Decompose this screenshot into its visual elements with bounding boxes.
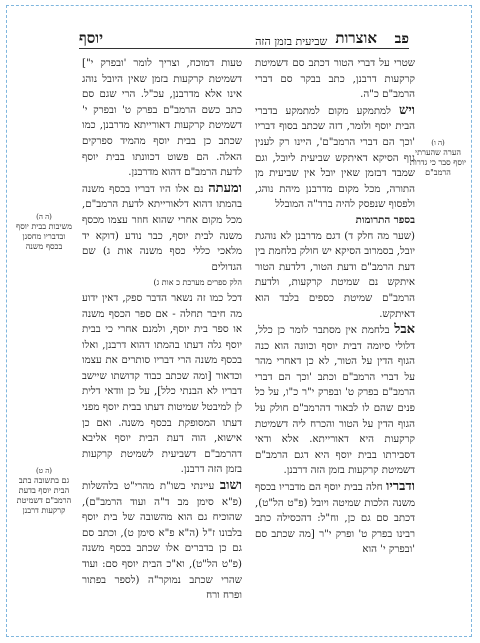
margin-note-number: (ה ה) <box>36 213 52 221</box>
paragraph-text: עיינתי בשו"ת מהרי"ט בלהשלות (פ"א סימן מב ד"ה ועוד הרמב"ם), שהוכיח גם הוא מהשובה של בית יוסף בלבונו ז"ל (ה"א פ"א סימן ט), וכתב סם גם כן בדברים אלו שכתב בכסף משנה (פ"ט הל"ט), וא"כ הבית יוסף סם: ועוד שהרי שכתב נמוקר"ה (לספר בפתור ופרח ורח <box>82 481 242 602</box>
paragraph-text: נם אלו היו דבריו בכסף משנה בהמתו דהוא דלאורייתא לדעת הרמב"ם, מכל מקום אחרי שהוא חוזר עצמו מכסף משנה לבית יוסף, כבר נודע (דוקא יד מלאכי כללי כסף משנה אות ג) שם הגדולים <box>82 183 242 273</box>
paragraph-text: שטרי על דברי הטור דכתב סם דשמיטת קרקעות דרבנן, כתב בבקר סם דברי הרמב"ם כ"ה. <box>255 58 415 101</box>
left-column <box>82 56 242 604</box>
paragraph-text: הלק ספרים מערכת כ אות ג) <box>153 278 242 288</box>
paragraph <box>255 479 415 558</box>
paragraph-text: טעות דמוכח, וצריך לומר 'ובפרק י"] דשמיטת קרקעות בזמן שאין היובל נוהג אינו אלא מדרבנן, עכ"ל. הרי שגם סם כתב כשם הרמב"ם בפרק ט' ובפרק י' דשמיטת קרקעות דאורייתא מדרבנן, כמו שכתב כן בבית יוסף מהמיד ספרקים האלה. הם פשוט דכוונתו בבית יוסף לדעת הרמב"ם דהוא מדרבנן. <box>82 58 242 179</box>
right-column <box>255 56 415 558</box>
page-header <box>79 26 409 49</box>
paragraph <box>255 322 415 479</box>
paragraph-text: בספר התרומות <box>355 213 415 226</box>
paragraph <box>82 275 242 291</box>
paragraph <box>255 56 415 103</box>
margin-note-1 <box>409 138 467 178</box>
margin-note-2 <box>15 212 73 252</box>
paragraph-text: בלחמת אין מסתבר לומר כן כלל, דלולי סיומה דבית יוסף וכוונה הוא כנה הגוף הדין על הטור, לא כן דאחרי מהר על דברי הרמב"ם וכתב 'וכך הם דברי הרמב"ם בפרק ט' ובפרק י"ר כ"ו, על כל פנים שהם לו לבאור דהרמב"ם חולק על הגוף הדין על הטור והכרח ליה דשמיטת קרקעות היא דאורייתא. אלא ודאי דסבירתו בבית יוסף היא דגם הרמב"ם דשמיטת קרקעות בזמן הזה דרבנן. <box>255 325 415 477</box>
paragraph <box>255 229 415 323</box>
paragraph-text: דכל כמו זה נשאר הדבר ספק, דאין ידוע מה חיבר תחלה - אם ספר הכסף משנה או ספר בית יוסף, ולמנם אחרי כי בבית יוסף גלה דעתו בהמתו דהוא דרבנן, ואלו בכסף משנה הרי דבריו סותרים את עצמו וכדאור [ומה שכתב כבוד קדושתו שיישב דבריו לא הבנתי כלל], על כן וודאי דלית לן למיבטל שמיטות דעתו בבית יוסף מפני דעתו המסופקת בכסף משנה. ואם כן אישוא, הוה דעת הבית יוסף אליבא דהרמב"ם דשביעית לשמיטת קרקעות בזמן הזה דרבנן. <box>82 292 242 476</box>
margin-note-text: משיבות בבית יוסף ובדבריו מחסנן בכסף משנה <box>16 222 72 251</box>
paragraph-lead-word: אבל <box>394 322 415 338</box>
paragraph <box>82 478 242 604</box>
page-frame <box>6 5 472 637</box>
paragraph-lead-word: ודבריו <box>386 479 415 495</box>
margin-note-text: גם בתשובה בתב הבית יוסף בדעת הרמב"ם דשמיטת קרקעות דרבנן <box>16 476 72 515</box>
margin-note-3 <box>15 466 73 516</box>
running-title-right: יוסף <box>79 29 104 47</box>
paragraph-lead-word: ויש <box>399 102 415 118</box>
paragraph <box>82 181 242 276</box>
paragraph <box>82 56 242 181</box>
running-subtitle: שביעית בזמן הזה <box>255 35 328 48</box>
paragraph-lead-word: ושוב <box>219 478 242 494</box>
paragraph-text: (שער מה חלק ד) דגם מדרבנן לא נוהגת יובל, בסמרוב הסיקא יש חולק בלחמת בין דעת הרמב"ם ודעת הטור, דלדעת הטור איתקש נם שמיטת קרקעות, ולדעת הרמב"ם שמיטת כספים בלבד הוא דאיתקש. <box>255 230 415 320</box>
running-title: אוצרות <box>335 29 377 47</box>
margin-note-text: הערה שהערתי יוסף סבר כי גדרות הרמב"ם <box>409 148 467 177</box>
margin-note-number: (ה ט) <box>36 467 52 475</box>
paragraph-text: למתמקע מקום למתמקע בדברי הבית יוסף ולומר, דזה שכתב בסוף דבריו 'וכך הם דברי הרמב"ם', היינו רק לענין גוף הסיקא דאיתקש שביעית ליובל, וגם שמבד דבזמן שאין יובל אין שביעית מן התורה, מכל מקום מדרבנן מיהת נוהג, ולפסוף שנפסק להיה ברד"ה המובלל <box>255 105 415 211</box>
page-label: פב <box>394 31 409 47</box>
paragraph <box>255 213 415 229</box>
paragraph <box>82 291 242 478</box>
margin-note-number: (ה ו) <box>431 139 445 147</box>
paragraph-text: חלה בבית יוסף הם מדבריו בכסף משנה הלכות שמיטה ויובל (פ"ט הל"ט), דכתב סם גם כן, וח"ל: דהכסילה כתב רבינו בפרק ט' ופרק י"ר [מה שכתב סם 'ובפרק י' הוא <box>255 482 415 556</box>
paragraph-lead-word: ומעתה <box>208 180 242 196</box>
paragraph <box>255 103 415 213</box>
